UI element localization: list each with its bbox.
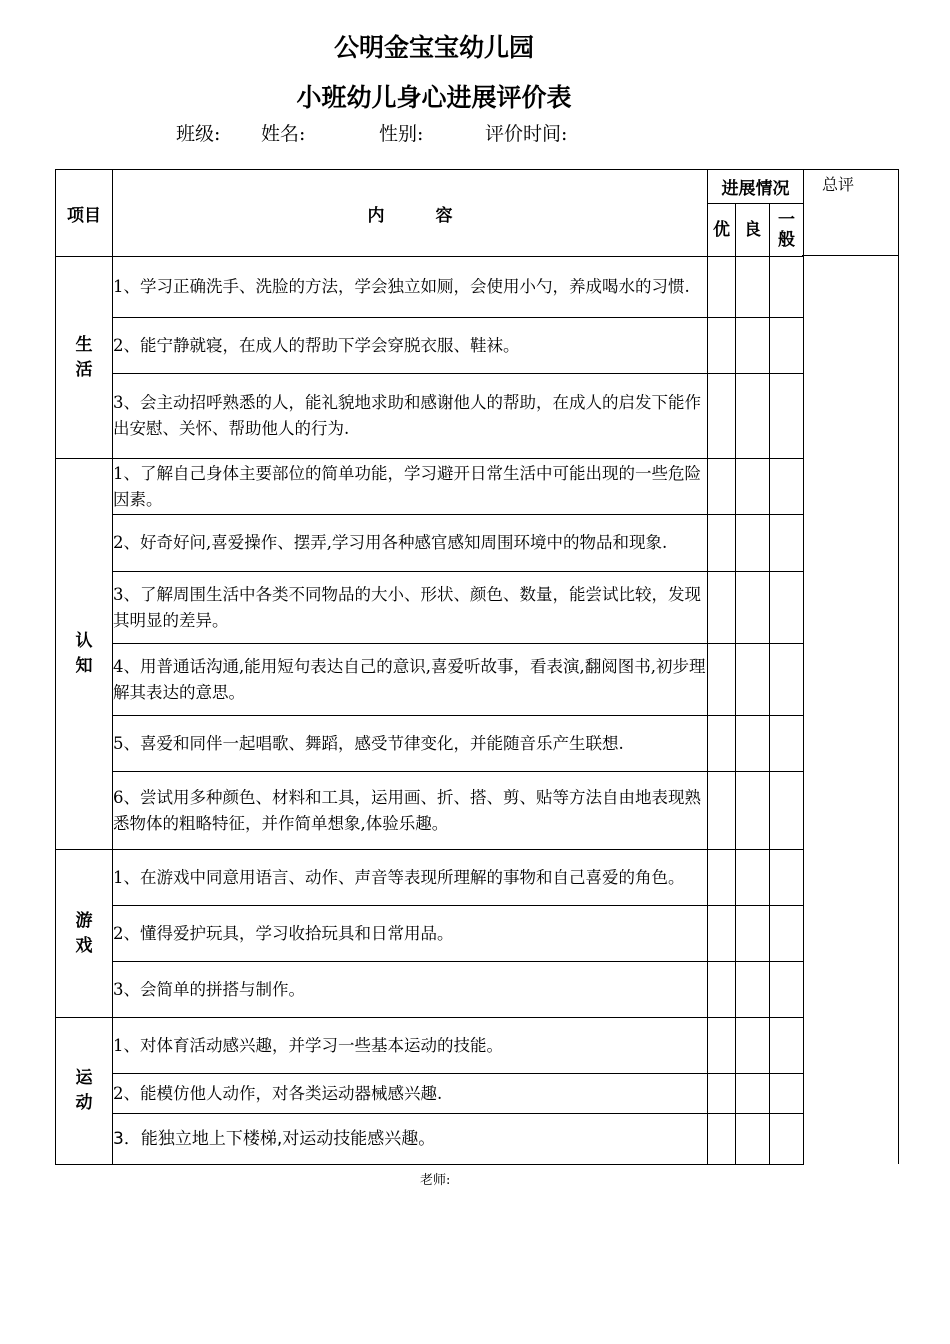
table-row: [56, 716, 804, 772]
grade-excellent-checkbox[interactable]: [708, 906, 736, 962]
table-row: [56, 374, 804, 459]
category-sports-char1: 运: [75, 1068, 93, 1088]
table-row: [56, 572, 804, 644]
category-life-char2: 活: [75, 359, 93, 380]
grade-good-checkbox[interactable]: [736, 772, 770, 850]
category-cognition-char1: 认: [75, 631, 93, 651]
grade-good-checkbox[interactable]: [736, 962, 770, 1018]
total-label: 总评: [822, 175, 855, 194]
grade-fair-line1: 一: [778, 210, 795, 230]
grade-excellent-checkbox[interactable]: [708, 257, 736, 318]
grade-excellent-header: 优: [708, 204, 736, 257]
grade-fair-checkbox[interactable]: [770, 644, 804, 716]
item-text: 1、了解自己身体主要部位的简单功能，学习避开日常生活中可能出现的一些危险因素。: [113, 459, 708, 515]
grade-fair-checkbox[interactable]: [770, 257, 804, 318]
grade-excellent-checkbox[interactable]: [708, 572, 736, 644]
category-play-char2: 戏: [75, 935, 93, 956]
grade-fair-checkbox[interactable]: [770, 850, 804, 906]
name-label: 姓名:: [261, 123, 306, 145]
grade-good-checkbox[interactable]: [736, 1074, 770, 1114]
grade-good-checkbox[interactable]: [736, 459, 770, 515]
item-text: 1、对体育活动感兴趣，并学习一些基本运动的技能。: [113, 1018, 708, 1074]
table-header-row: [56, 170, 804, 204]
progress-header: 进展情况: [708, 170, 804, 204]
grade-excellent-checkbox[interactable]: [708, 962, 736, 1018]
total-column-border: [898, 256, 899, 1164]
grade-fair-checkbox[interactable]: [770, 1018, 804, 1074]
grade-good-checkbox[interactable]: [736, 716, 770, 772]
category-life: [56, 257, 113, 459]
item-text: 2、能宁静就寝，在成人的帮助下学会穿脱衣服、鞋袜。: [113, 318, 708, 374]
category-sports: [56, 1018, 113, 1165]
item-text: 3、会主动招呼熟悉的人，能礼貌地求助和感谢他人的帮助，在成人的启发下能作出安慰、关怀、帮助他人的行为.: [113, 374, 708, 459]
grade-good-checkbox[interactable]: [736, 850, 770, 906]
item-text: 3、会简单的拼搭与制作。: [113, 962, 708, 1018]
grade-excellent-checkbox[interactable]: [708, 374, 736, 459]
grade-excellent-checkbox[interactable]: [708, 459, 736, 515]
grade-good-checkbox[interactable]: [736, 1114, 770, 1165]
table-row: [56, 515, 804, 572]
category-play: [56, 850, 113, 1018]
item-text: 4、用普通话沟通,能用短句表达自己的意识,喜爱听故事，看表演,翻阅图书,初步理解其表达的意思。: [113, 644, 708, 716]
evaluation-time-label: 评价时间:: [485, 123, 568, 145]
item-text: 2、能模仿他人动作，对各类运动器械感兴趣.: [113, 1074, 708, 1114]
grade-fair-header: [770, 204, 804, 257]
item-text: 1、学习正确洗手、洗脸的方法，学会独立如厕，会使用小勺，养成喝水的习惯.: [113, 257, 708, 318]
grade-excellent-checkbox[interactable]: [708, 716, 736, 772]
grade-fair-checkbox[interactable]: [770, 772, 804, 850]
class-label: 班级:: [176, 123, 221, 145]
grade-good-checkbox[interactable]: [736, 1018, 770, 1074]
grade-excellent-checkbox[interactable]: [708, 850, 736, 906]
grade-fair-checkbox[interactable]: [770, 515, 804, 572]
grade-excellent-checkbox[interactable]: [708, 515, 736, 572]
grade-good-checkbox[interactable]: [736, 257, 770, 318]
category-sports-char2: 动: [75, 1093, 93, 1113]
grade-good-checkbox[interactable]: [736, 906, 770, 962]
grade-good-checkbox[interactable]: [736, 374, 770, 459]
item-header: 项目: [56, 170, 113, 257]
table-row: [56, 1018, 804, 1074]
table-row: [56, 1114, 804, 1165]
grade-good-checkbox[interactable]: [736, 515, 770, 572]
item-text: 5、喜爱和同伴一起唱歌、舞蹈，感受节律变化，并能随音乐产生联想.: [113, 716, 708, 772]
grade-fair-checkbox[interactable]: [770, 318, 804, 374]
table-row: [56, 906, 804, 962]
grade-excellent-checkbox[interactable]: [708, 1074, 736, 1114]
evaluation-table: [55, 169, 804, 1165]
grade-fair-checkbox[interactable]: [770, 572, 804, 644]
item-text: 6、尝试用多种颜色、材料和工具，运用画、折、搭、剪、贴等方法自由地表现熟悉物体的粗略特征，并作简单想象,体验乐趣。: [113, 772, 708, 850]
grade-excellent-checkbox[interactable]: [708, 318, 736, 374]
content-header: 内 容: [113, 170, 708, 257]
grade-fair-checkbox[interactable]: [770, 906, 804, 962]
grade-fair-checkbox[interactable]: [770, 374, 804, 459]
grade-excellent-checkbox[interactable]: [708, 1114, 736, 1165]
table-row: [56, 850, 804, 906]
category-play-char1: 游: [75, 910, 93, 931]
table-row: [56, 459, 804, 515]
table-row: [56, 257, 804, 318]
grade-fair-checkbox[interactable]: [770, 716, 804, 772]
school-name: 公明金宝宝幼儿园: [333, 33, 534, 62]
table-row: [56, 1074, 804, 1114]
item-text: 3、了解周围生活中各类不同物品的大小、形状、颜色、数量，能尝试比较，发现其明显的差异。: [113, 572, 708, 644]
table-row: [56, 318, 804, 374]
item-text: 1、在游戏中同意用语言、动作、声音等表现所理解的事物和自己喜爱的角色。: [113, 850, 708, 906]
grade-excellent-checkbox[interactable]: [708, 772, 736, 850]
grade-fair-line2: 般: [778, 230, 795, 250]
category-cognition-char2: 知: [75, 656, 93, 676]
form-title: 小班幼儿身心进展评价表: [296, 83, 572, 112]
table-row: [56, 772, 804, 850]
grade-fair-checkbox[interactable]: [770, 962, 804, 1018]
table-row: [56, 962, 804, 1018]
item-text: 3．能独立地上下楼梯,对运动技能感兴趣。: [113, 1114, 708, 1165]
item-text: 2、懂得爱护玩具，学习收拾玩具和日常用品。: [113, 906, 708, 962]
category-cognition: [56, 459, 113, 850]
grade-good-checkbox[interactable]: [736, 318, 770, 374]
grade-good-checkbox[interactable]: [736, 572, 770, 644]
category-life-char1: 生: [75, 334, 93, 355]
grade-fair-checkbox[interactable]: [770, 1114, 804, 1165]
grade-fair-checkbox[interactable]: [770, 459, 804, 515]
gender-label: 性别:: [379, 123, 424, 145]
grade-excellent-checkbox[interactable]: [708, 1018, 736, 1074]
grade-fair-checkbox[interactable]: [770, 1074, 804, 1114]
grade-excellent-checkbox[interactable]: [708, 644, 736, 716]
grade-good-checkbox[interactable]: [736, 644, 770, 716]
table-row: [56, 644, 804, 716]
grade-good-header: 良: [736, 204, 770, 257]
teacher-label: 老师:: [420, 1173, 451, 1188]
item-text: 2、好奇好问,喜爱操作、摆弄,学习用各种感官感知周围环境中的物品和现象.: [113, 515, 708, 572]
